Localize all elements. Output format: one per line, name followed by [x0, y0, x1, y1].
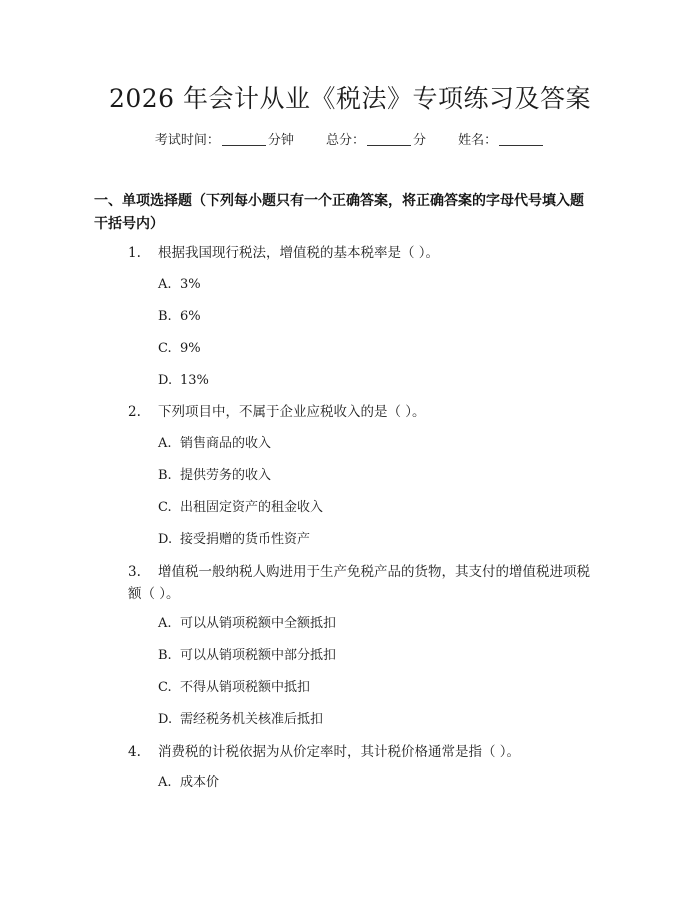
exam-time-unit: 分钟: [267, 133, 294, 148]
name-label: 姓名：: [458, 133, 498, 148]
question-3-option-c: [158, 678, 578, 698]
question-text: 消费税的计税依据为从价定率时，其计税价格通常是指（ ）。: [158, 744, 521, 760]
option-letter: B.: [158, 648, 172, 663]
option-letter: C.: [158, 680, 172, 695]
document-title: 2026 年会计从业《税法》专项练习及答案: [108, 84, 592, 113]
question-number: 4.: [128, 744, 141, 760]
question-1-option-a: [158, 275, 578, 295]
question-3: [128, 561, 602, 605]
option-text: 可以从销项税额中部分抵扣: [180, 648, 337, 663]
question-2-option-d: [158, 530, 578, 550]
option-text: 3%: [180, 277, 201, 292]
question-3-option-a: [158, 614, 578, 634]
question-2-option-b: [158, 466, 578, 486]
question-2-option-c: [158, 498, 578, 518]
question-2-option-a: [158, 434, 578, 454]
option-letter: C.: [158, 341, 172, 356]
question-4: [128, 741, 608, 763]
total-score-field: [326, 133, 430, 148]
question-text: 增值税一般纳税人购进用于生产免税产品的货物，其支付的增值税进项税额（ ）。: [128, 564, 590, 602]
question-2: [128, 401, 608, 423]
exam-info-line: [0, 131, 700, 151]
option-text: 可以从销项税额中全额抵扣: [180, 616, 337, 631]
question-4-option-a: [158, 773, 578, 793]
total-score-label: 总分：: [325, 133, 365, 148]
question-text: 下列项目中，不属于企业应税收入的是（ ）。: [158, 404, 426, 420]
section-heading: 一、单项选择题（下列每小题只有一个正确答案，将正确答案的字母代号填入题干括号内）: [94, 193, 584, 232]
option-text: 销售商品的收入: [180, 436, 272, 451]
option-letter: D.: [158, 712, 173, 727]
question-number: 3.: [128, 564, 141, 580]
option-text: 成本价: [180, 775, 220, 790]
option-text: 接受捐赠的货币性资产: [180, 532, 311, 547]
total-score-blank[interactable]: [367, 131, 411, 146]
option-letter: C.: [158, 500, 172, 515]
option-letter: A.: [158, 277, 172, 292]
question-3-option-b: [158, 646, 578, 666]
option-letter: D.: [158, 373, 173, 388]
option-text: 9%: [180, 341, 201, 356]
option-letter: A.: [158, 436, 172, 451]
option-letter: B.: [158, 468, 172, 483]
option-text: 6%: [180, 309, 201, 324]
option-text: 出租固定资产的租金收入: [180, 500, 324, 515]
option-letter: B.: [158, 309, 172, 324]
question-1-option-c: [158, 339, 578, 359]
question-1: [128, 242, 608, 264]
exam-time-label: 考试时间：: [154, 133, 220, 148]
exam-time-field: [155, 133, 298, 148]
question-text: 根据我国现行税法，增值税的基本税率是（ ）。: [158, 245, 440, 261]
name-blank[interactable]: [499, 131, 543, 146]
question-1-option-b: [158, 307, 578, 327]
option-text: 需经税务机关核准后抵扣: [180, 712, 324, 727]
option-text: 提供劳务的收入: [180, 468, 272, 483]
option-letter: A.: [158, 775, 172, 790]
option-text: 不得从销项税额中抵扣: [180, 680, 311, 695]
question-number: 2.: [128, 404, 141, 420]
question-1-option-d: [158, 371, 578, 391]
option-letter: A.: [158, 616, 172, 631]
option-text: 13%: [180, 373, 209, 388]
question-number: 1.: [128, 245, 141, 261]
exam-time-blank[interactable]: [222, 131, 266, 146]
option-letter: D.: [158, 532, 173, 547]
total-score-unit: 分: [413, 133, 427, 148]
question-3-option-d: [158, 710, 578, 730]
name-field: [458, 133, 545, 148]
